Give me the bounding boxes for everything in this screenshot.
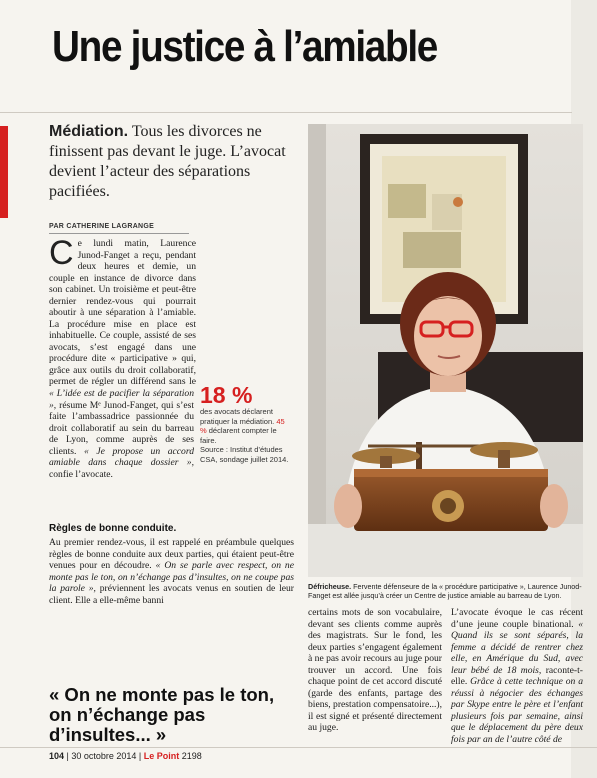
body-column-1-continued [49, 388, 194, 516]
portrait-photo [308, 124, 583, 577]
quote-accord: « Je propose un accord amiable dans chaque dossier », [49, 445, 194, 468]
byline: PAR CATHERINE LAGRANGE [49, 223, 155, 230]
headline: Une justice à l’amiable [52, 22, 437, 71]
standfirst [49, 122, 294, 202]
stat-highlight: 45 % [200, 416, 285, 435]
byline-divider [49, 233, 189, 234]
issue-number: 2198 [179, 751, 202, 761]
quote-skype: Grâce à cette technique on a réussi à négocier des échanges par Skype entre le père et l’enfant plusieurs fois par semaine, ainsi que le déplacement du père deux fois par an de l’autre côté de [451, 676, 583, 745]
body-column-1 [49, 238, 196, 386]
body-paragraph-1b: résume Mᵉ Junod-Fanget, qui s’est faite l’ambassadrice passionnée du droit collaboratif au sein du barreau de Lyon, comme auprès de ses clients. [49, 399, 194, 457]
body-paragraph-1c: confie l’avocate. [49, 468, 113, 480]
page-footer [49, 751, 202, 761]
body-paragraph-2b: préviennent les avocats venus en soutien de leur client. Elle a elle-même banni [49, 583, 294, 606]
drop-cap: C [49, 238, 74, 272]
stat-value: 18 % [200, 382, 253, 408]
body-paragraph-4b: raconte-t-elle. [451, 664, 583, 687]
lawyer-with-scales-illustration [308, 124, 583, 577]
issue-date: | 30 octobre 2014 | [64, 751, 144, 761]
footer-divider [0, 747, 597, 748]
quote-respect: « On se parle avec respect, on ne monte pas le ton, on n’échange pas d’insultes, on ne coupe pas la parole », [49, 560, 294, 594]
stat-text-a: des avocats déclarent pratiquer la médiation. [200, 407, 275, 426]
body-paragraph-2a: Au premier rendez-vous, il est rappelé en préambule quelques règles de bonne conduite aux deux parties, qui étaient peut-être venues pour en découdre. [49, 537, 294, 571]
stat-text-b: déclarent compter le faire. [200, 426, 277, 445]
stat-box [200, 383, 290, 464]
body-paragraph-1: e lundi matin, Laurence Junod-Fanget a reçu, pendant deux heures et demie, un couple en instance de divorce dans son cabinet. Un troisième et peut-être dernier rendez-vous qui pourrait aboutir à une séparation à l’amiable. La procédure mise en place est inhabituelle. Ce couple, assisté de ses avocats, s’est engagé dans une procédure dite « participative » qui, grâce aux outils du droit collaboratif, permet de régler un différend sans le [49, 238, 196, 386]
body-column-3: certains mots de son vocabulaire, devant ses clients comme auprès des magistrats. Sur le fond, les deux parties s’engagent également à ne pas avoir recours au juge pour trouver un accord. Une fois chaque point de cet accord discuté (garde des enfants, partage des biens, prestation compensatoire...), il est signé et présenté directement au juge. [308, 607, 443, 733]
body-column-4 [451, 607, 583, 745]
pull-quote: « On ne monte pas le ton, on n’échange pas d’insultes... » [49, 684, 275, 745]
subhead: Règles de bonne conduite. [49, 523, 177, 534]
photo-caption [308, 582, 583, 600]
stat-source: Source : Institut d’études CSA, sondage juillet 2014. [200, 445, 289, 464]
body-paragraph-4a: L’avocate évoque le cas récent d’une jeune couple binational. [451, 607, 583, 630]
section-marker [0, 126, 8, 218]
quote-pacifier: « L’idée est de pacifier la séparation », [49, 388, 194, 411]
headline-divider [0, 112, 572, 113]
caption-text: Fervente défenseure de la « procédure participative », Laurence Junod-Fanget est allée jusqu’à créer un Centre de justice amiable au barreau de Lyon. [308, 582, 582, 600]
standfirst-lead: Médiation. [49, 123, 129, 140]
stat-text [200, 407, 290, 464]
caption-lead: Défricheuse. [308, 582, 352, 591]
body-column-2 [49, 537, 294, 606]
quote-separation: « Quand ils se sont séparés, la femme a décidé de rentrer chez elle, en Amérique du Sud, avec leur bébé de 18 mois, [451, 618, 583, 676]
magazine-name: Le Point [143, 751, 180, 761]
page-number: 104 [49, 751, 65, 761]
standfirst-text: Tous les divorces ne finissent pas devant le juge. L’avocat devient l’acteur des séparations pacifiées. [49, 123, 286, 200]
